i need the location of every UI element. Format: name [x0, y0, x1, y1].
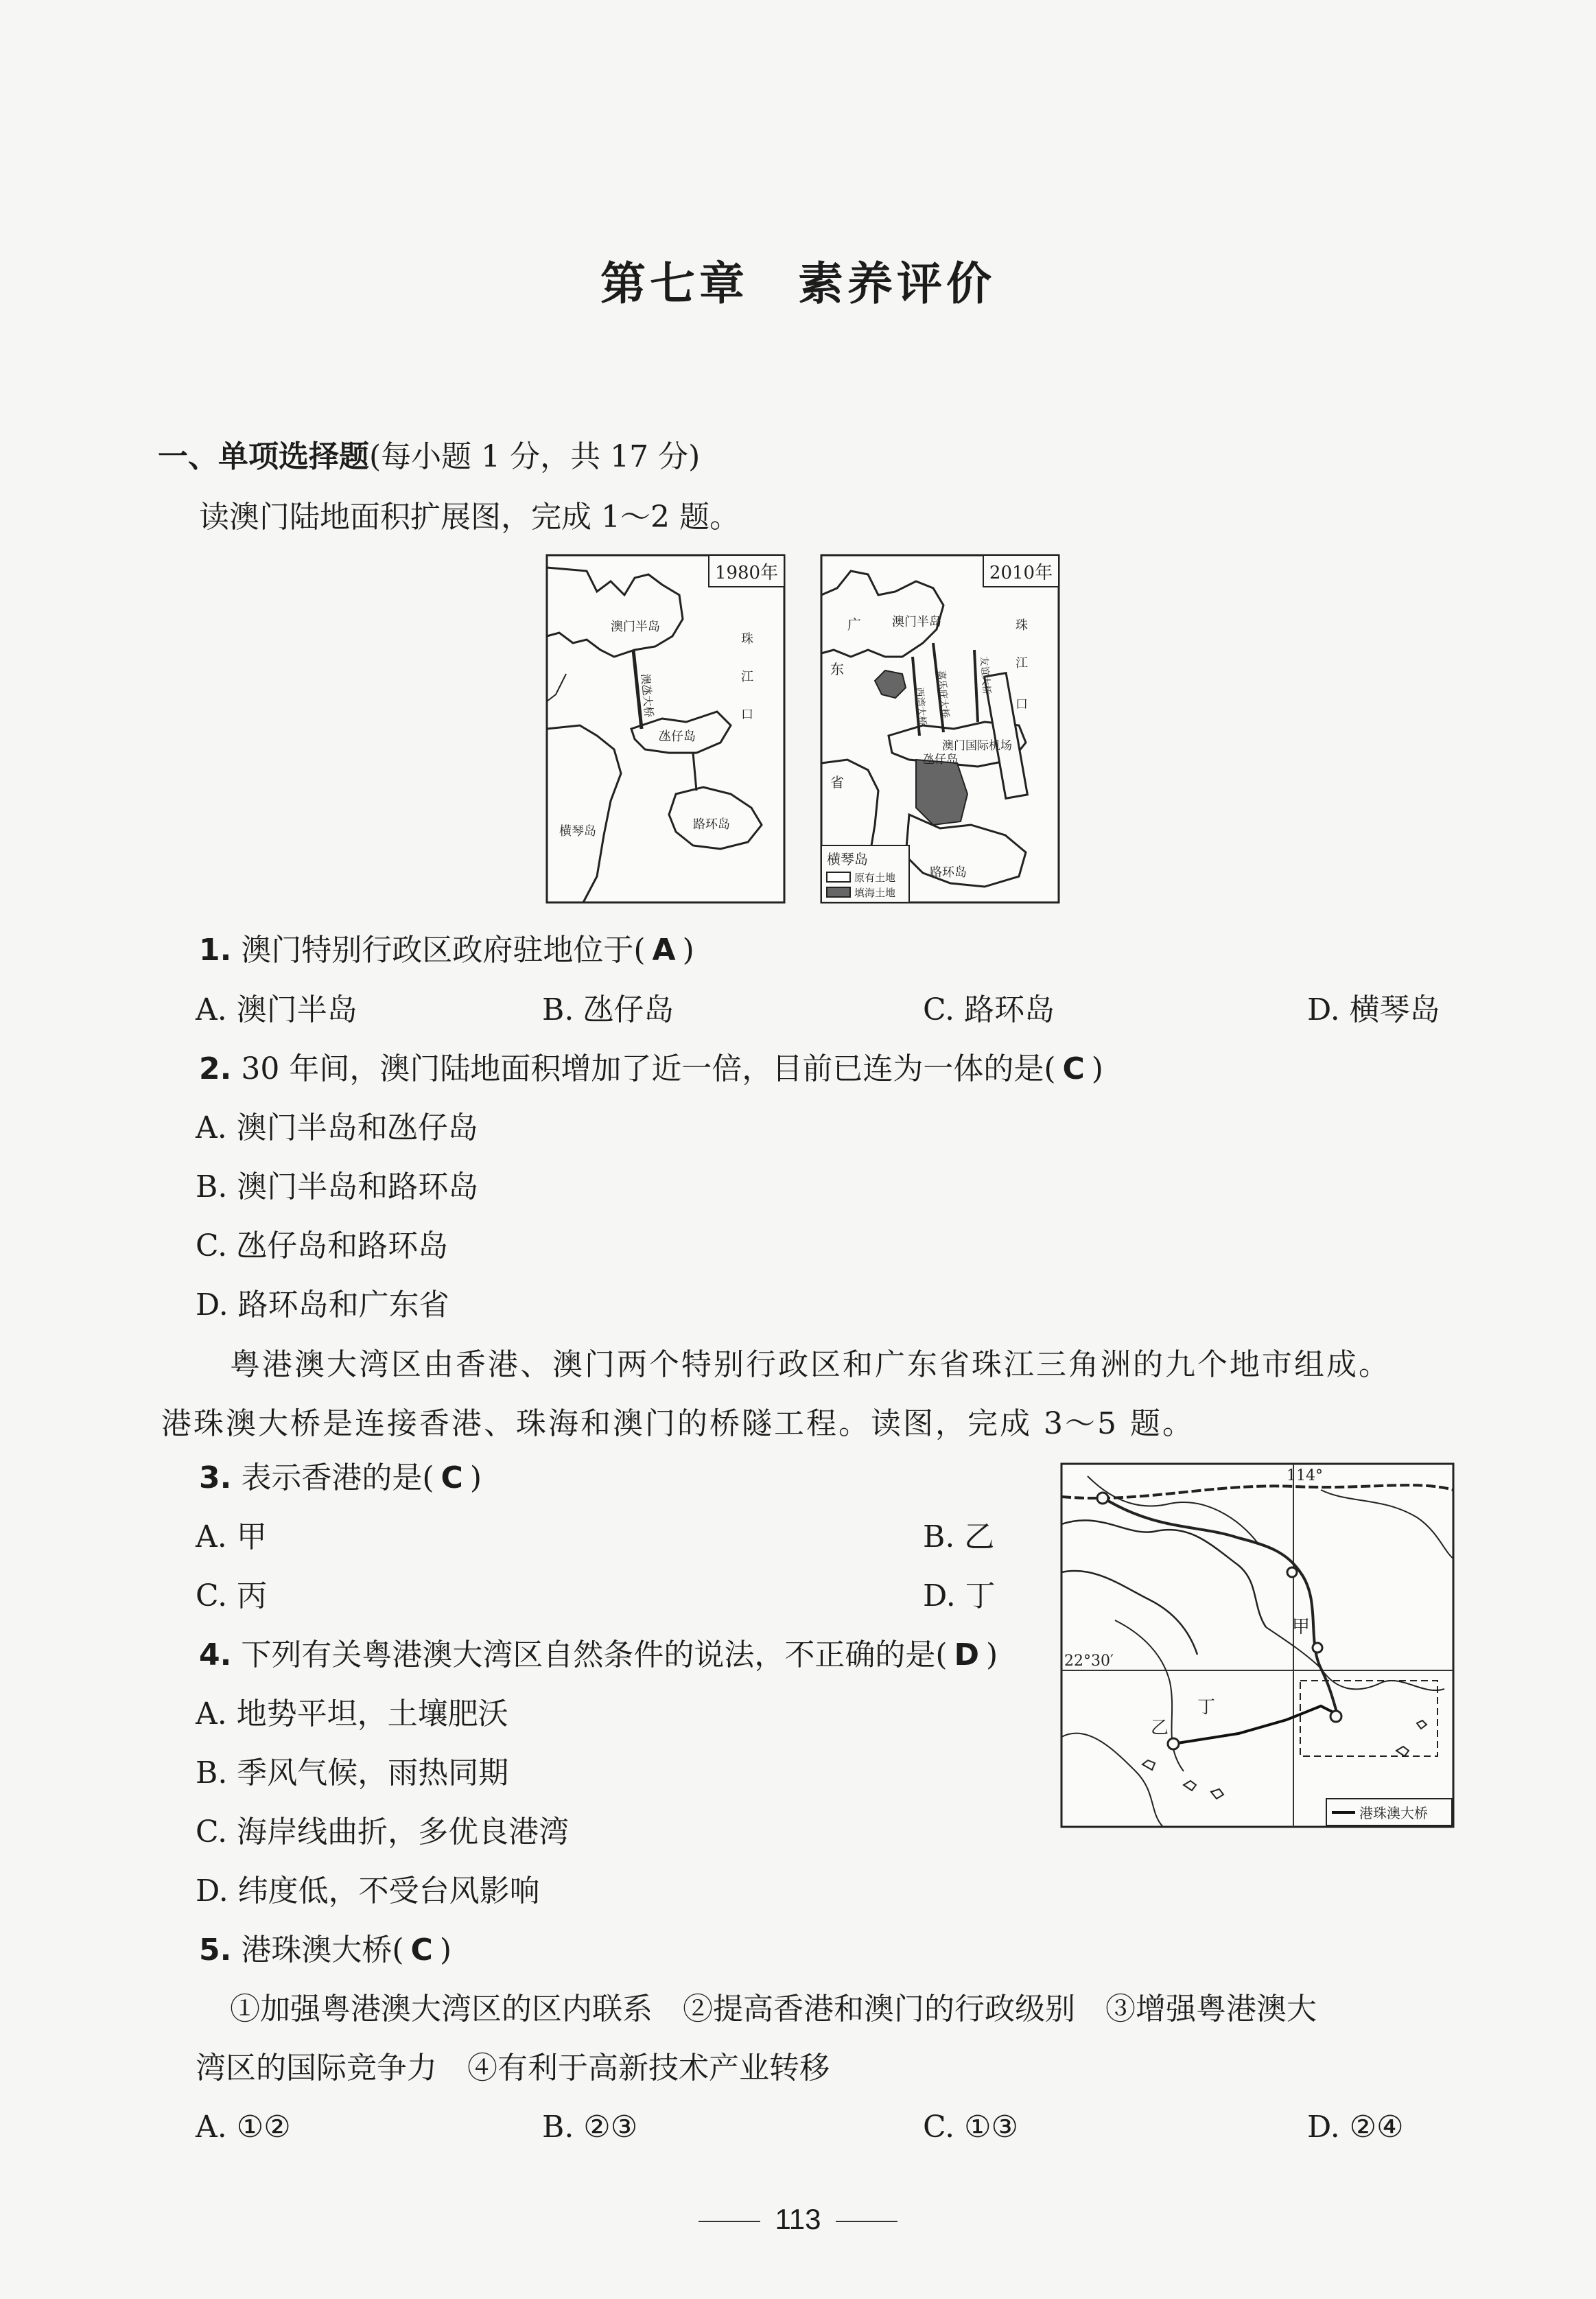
map2010-label-sai-van-bridge: 西湾大桥	[913, 686, 928, 727]
section-heading	[158, 436, 700, 478]
map2010-label-hengqin: 横琴岛	[827, 851, 868, 867]
gba-label-yi: 乙	[1151, 1718, 1169, 1738]
greater-bay-area-map	[1060, 1462, 1455, 1828]
map2010-label-friendship-bridge: 友谊大桥	[978, 655, 992, 696]
q5-number: 5.	[199, 1933, 232, 1968]
map2010-label-carvalho-bridge: 嘉乐庇大桥	[935, 669, 951, 719]
macau-map-2010	[820, 554, 1060, 904]
q5-stem: 港珠澳大桥(	[241, 1933, 404, 1968]
q3-option-a: A. 甲	[196, 1519, 267, 1554]
q1-option-d: D. 横琴岛	[1307, 992, 1440, 1027]
q2-close: )	[1091, 1051, 1103, 1086]
question-1	[199, 930, 694, 971]
map2010-label-jiang: 江	[1016, 656, 1028, 670]
q5-option-a: A. ①②	[196, 2110, 291, 2145]
map1980-label-kou: 口	[741, 708, 753, 722]
legend-reclaimed-land: 填海土地	[854, 887, 896, 899]
q4-answer: D	[954, 1637, 980, 1672]
legend-original-land: 原有土地	[854, 872, 896, 884]
map2010-year: 2010年	[989, 563, 1053, 583]
q4-option-a: A. 地势平坦，土壤肥沃	[196, 1696, 508, 1731]
map2010-label-kou: 口	[1016, 697, 1028, 712]
page-number: 113	[775, 2203, 821, 2235]
intro-text-2-line-2: 港珠澳大桥是连接香港、珠海和澳门的桥隧工程。读图，完成 3～5 题。	[161, 1406, 1195, 1441]
page-number-rule-right	[836, 2221, 897, 2222]
map2010-label-sheng: 省	[830, 774, 844, 791]
page-title: 第七章 素养评价	[600, 257, 996, 310]
map2010-label-macau-peninsula: 澳门半岛	[892, 615, 941, 629]
q2-number: 2.	[199, 1051, 232, 1086]
map1980-label-bridge: 澳氹大桥	[639, 673, 656, 719]
q1-option-a: A. 澳门半岛	[196, 992, 357, 1027]
q5-statements-line-2: 湾区的国际竞争力 ④有利于高新技术产业转移	[196, 2051, 830, 2086]
q5-close: )	[439, 1933, 451, 1968]
intro-text-1: 读澳门陆地面积扩展图，完成 1～2 题。	[199, 500, 740, 535]
q2-stem: 30 年间，澳门陆地面积增加了近一倍，目前已连为一体的是(	[241, 1051, 1056, 1086]
q3-close: )	[469, 1460, 482, 1495]
q4-number: 4.	[199, 1637, 232, 1672]
q1-number: 1.	[199, 933, 232, 968]
gba-label-ding: 丁	[1197, 1697, 1216, 1718]
q5-answer: C	[410, 1933, 433, 1968]
map2010-label-coloane: 路环岛	[930, 865, 967, 880]
q3-option-d: D. 丁	[923, 1578, 996, 1613]
q2-option-d: D. 路环岛和广东省	[196, 1287, 449, 1322]
q1-option-b: B. 氹仔岛	[542, 992, 674, 1027]
q4-close: )	[986, 1637, 998, 1672]
q2-option-a: A. 澳门半岛和氹仔岛	[196, 1110, 478, 1145]
map2010-label-zhu: 珠	[1016, 618, 1028, 633]
q3-stem: 表示香港的是(	[241, 1460, 434, 1495]
q1-answer: A	[652, 933, 676, 968]
question-3	[199, 1458, 482, 1499]
section-heading-note: (每小题 1 分，共 17 分)	[369, 439, 701, 474]
section-heading-label: 一、单项选择题	[158, 439, 369, 474]
legend-reclaimed-land-swatch	[827, 887, 850, 897]
q4-option-c: C. 海岸线曲折，多优良港湾	[196, 1814, 570, 1849]
question-4	[199, 1635, 998, 1676]
q2-option-b: B. 澳门半岛和路环岛	[196, 1169, 479, 1204]
map2010-label-guang: 广	[847, 616, 861, 633]
q4-option-d: D. 纬度低，不受台风影响	[196, 1874, 540, 1909]
gba-legend-bridge: 港珠澳大桥	[1359, 1805, 1428, 1821]
q4-stem: 下列有关粤港澳大湾区自然条件的说法，不正确的是(	[241, 1637, 948, 1672]
map2010-label-taipa: 氹仔岛	[923, 753, 958, 767]
map1980-label-taipa: 氹仔岛	[659, 730, 696, 744]
macau-map-1980	[545, 554, 786, 904]
page-number-rule-left	[699, 2221, 760, 2222]
page-footer	[0, 2203, 1596, 2236]
q5-option-b: B. ②③	[542, 2110, 638, 2145]
q2-answer: C	[1062, 1051, 1085, 1086]
map1980-label-coloane: 路环岛	[693, 817, 730, 832]
q3-option-c: C. 丙	[196, 1578, 268, 1613]
gba-latitude-label: 22°30′	[1064, 1653, 1114, 1670]
q4-option-b: B. 季风气候，雨热同期	[196, 1755, 509, 1790]
map1980-label-jiang: 江	[741, 670, 753, 684]
q5-option-d: D. ②④	[1307, 2110, 1404, 2145]
q3-answer: C	[441, 1460, 463, 1495]
legend-original-land-swatch	[827, 872, 850, 882]
map2010-label-dong: 东	[830, 661, 844, 677]
q1-close: )	[682, 933, 694, 968]
q3-number: 3.	[199, 1460, 232, 1495]
gba-label-jia: 甲	[1292, 1617, 1311, 1637]
gba-longitude-label: 114°	[1287, 1467, 1323, 1484]
q1-option-c: C. 路环岛	[923, 992, 1055, 1027]
q5-option-c: C. ①③	[923, 2110, 1018, 2145]
q1-stem: 澳门特别行政区政府驻地位于(	[241, 933, 646, 968]
q5-statements-line-1: ①加强粤港澳大湾区的区内联系 ②提高香港和澳门的行政级别 ③增强粤港澳大	[230, 1992, 1317, 2027]
map1980-label-macau-peninsula: 澳门半岛	[611, 620, 660, 634]
question-5	[199, 1930, 451, 1971]
map1980-label-zhu: 珠	[741, 632, 753, 646]
q2-option-c: C. 氹仔岛和路环岛	[196, 1228, 449, 1263]
map1980-label-hengqin: 横琴岛	[559, 824, 596, 839]
q3-option-b: B. 乙	[923, 1519, 995, 1554]
map2010-label-airport: 澳门国际机场	[942, 739, 1012, 753]
intro-text-2-line-1: 粤港澳大湾区由香港、澳门两个特别行政区和广东省珠江三角洲的九个地市组成。	[230, 1347, 1391, 1382]
question-2	[199, 1049, 1103, 1090]
map1980-year: 1980年	[714, 563, 779, 583]
